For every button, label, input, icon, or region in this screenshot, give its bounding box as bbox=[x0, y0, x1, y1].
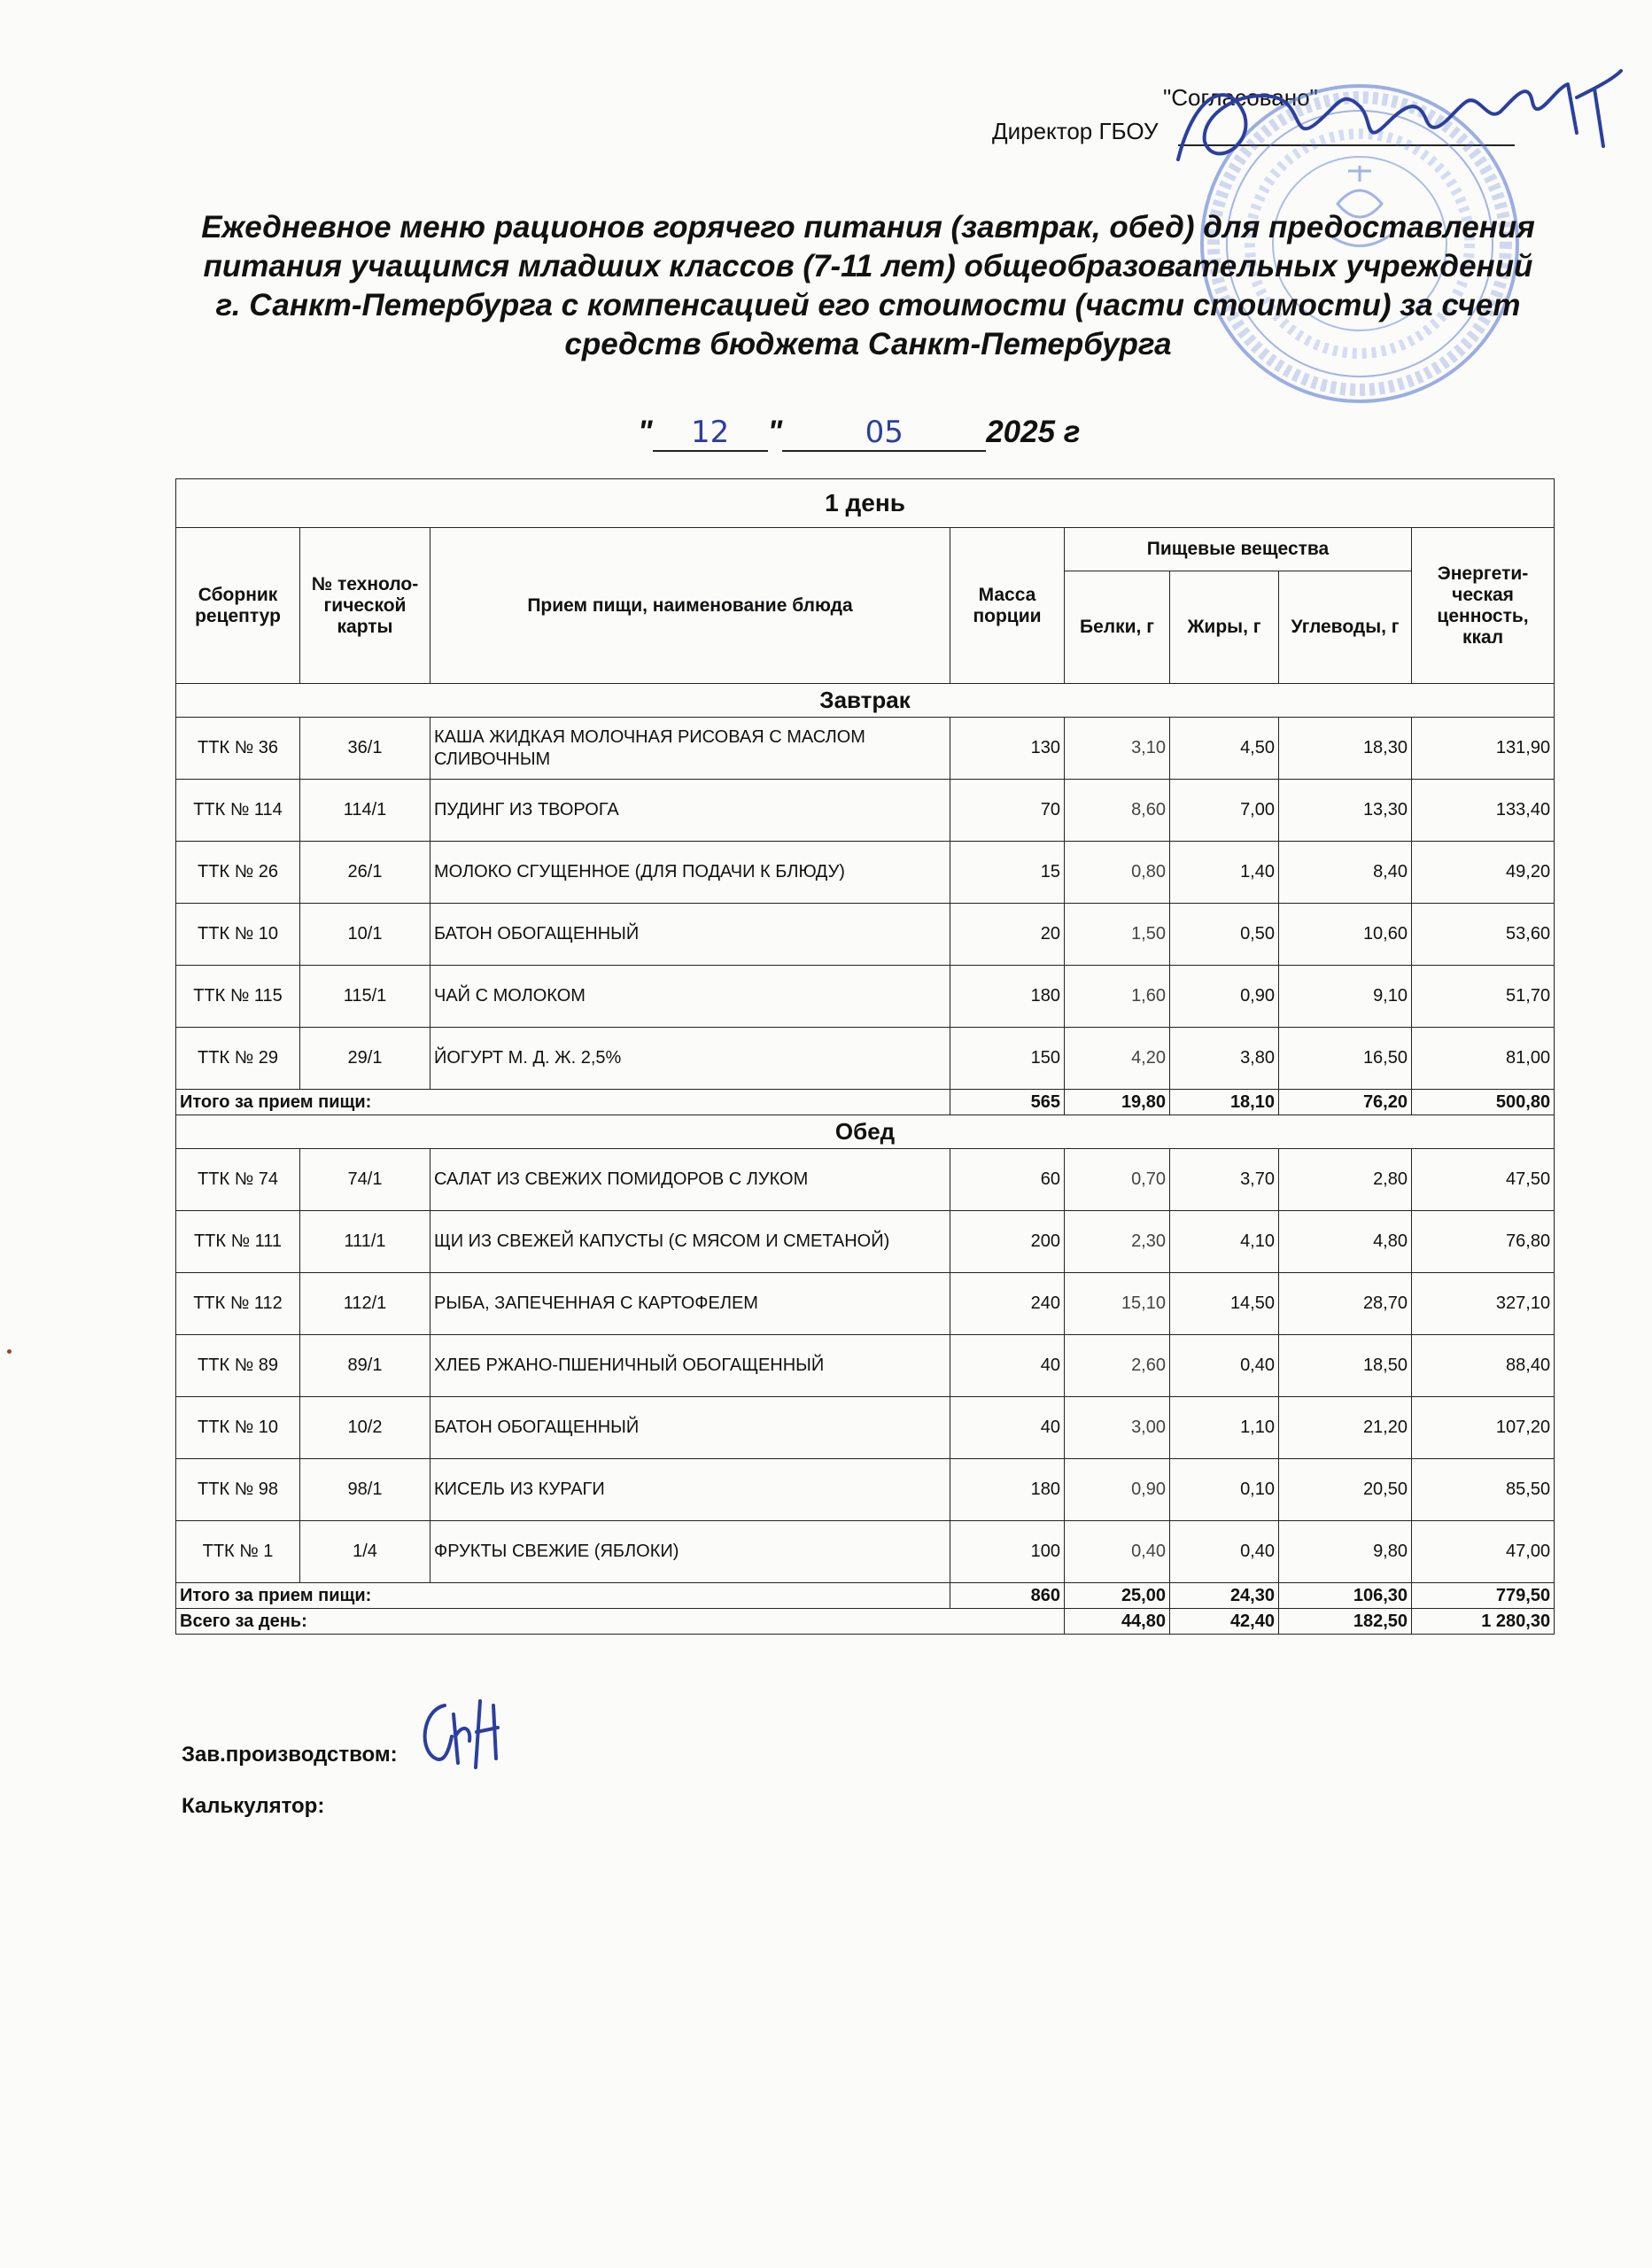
cell-carbs: 10,60 bbox=[1279, 904, 1412, 966]
day-title: 1 день bbox=[176, 479, 1555, 528]
breakfast-title: Завтрак bbox=[176, 684, 1555, 718]
cell-fat: 3,70 bbox=[1170, 1149, 1279, 1211]
title-line-1: Ежедневное меню рационов горячего питания (завтрак, обед) для предоставления bbox=[201, 210, 1535, 245]
cell-fat: 0,10 bbox=[1170, 1459, 1279, 1521]
date-month: 05 bbox=[782, 415, 986, 452]
cell-mass: 100 bbox=[950, 1521, 1065, 1583]
title-line-2: питания учащимся младших классов (7-11 лет) общеобразовательных учреждений bbox=[203, 249, 1533, 284]
cell-fat: 0,90 bbox=[1170, 966, 1279, 1028]
production-manager-signature bbox=[409, 1688, 516, 1776]
cell-energy: 53,60 bbox=[1412, 904, 1555, 966]
table-row bbox=[176, 780, 1555, 842]
total-energy: 779,50 bbox=[1412, 1583, 1555, 1609]
cell-collection: ТТК № 98 bbox=[176, 1459, 300, 1521]
cell-card: 29/1 bbox=[300, 1028, 430, 1090]
lunch-section-row bbox=[176, 1115, 1555, 1149]
cell-energy: 47,50 bbox=[1412, 1149, 1555, 1211]
cell-energy: 133,40 bbox=[1412, 780, 1555, 842]
cell-protein: 15,10 bbox=[1065, 1273, 1170, 1335]
cell-protein: 3,10 bbox=[1065, 718, 1170, 780]
cell-carbs: 16,50 bbox=[1279, 1028, 1412, 1090]
total-mass: 860 bbox=[950, 1583, 1065, 1609]
table-row bbox=[176, 1149, 1555, 1211]
cell-energy: 49,20 bbox=[1412, 842, 1555, 904]
cell-dish: РЫБА, ЗАПЕЧЕННАЯ С КАРТОФЕЛЕМ bbox=[430, 1273, 950, 1335]
cell-fat: 0,40 bbox=[1170, 1335, 1279, 1397]
lunch-title: Обед bbox=[176, 1115, 1555, 1149]
cell-carbs: 4,80 bbox=[1279, 1211, 1412, 1273]
approval-agreed: "Согласовано" bbox=[1163, 84, 1318, 111]
header-card: № техноло-гической карты bbox=[300, 528, 430, 684]
menu-date bbox=[638, 415, 1080, 452]
cell-collection: ТТК № 111 bbox=[176, 1211, 300, 1273]
cell-energy: 107,20 bbox=[1412, 1397, 1555, 1459]
cell-card: 98/1 bbox=[300, 1459, 430, 1521]
cell-protein: 8,60 bbox=[1065, 780, 1170, 842]
cell-dish: БАТОН ОБОГАЩЕННЫЙ bbox=[430, 1397, 950, 1459]
cell-collection: ТТК № 115 bbox=[176, 966, 300, 1028]
cell-mass: 200 bbox=[950, 1211, 1065, 1273]
cell-collection: ТТК № 74 bbox=[176, 1149, 300, 1211]
header-nutrients: Пищевые вещества bbox=[1065, 528, 1412, 571]
cell-protein: 3,00 bbox=[1065, 1397, 1170, 1459]
breakfast-items bbox=[176, 718, 1555, 1090]
cell-card: 114/1 bbox=[300, 780, 430, 842]
table-row bbox=[176, 1211, 1555, 1273]
table-row bbox=[176, 904, 1555, 966]
cell-dish: МОЛОКО СГУЩЕННОЕ (ДЛЯ ПОДАЧИ К БЛЮДУ) bbox=[430, 842, 950, 904]
cell-collection: ТТК № 26 bbox=[176, 842, 300, 904]
title-line-4: средств бюджета Санкт-Петербурга bbox=[564, 327, 1172, 361]
header-carbs: Углеводы, г bbox=[1279, 571, 1412, 684]
day-total-energy: 1 280,30 bbox=[1412, 1609, 1555, 1635]
cell-carbs: 18,50 bbox=[1279, 1335, 1412, 1397]
cell-carbs: 8,40 bbox=[1279, 842, 1412, 904]
cell-protein: 0,70 bbox=[1065, 1149, 1170, 1211]
cell-dish: ФРУКТЫ СВЕЖИЕ (ЯБЛОКИ) bbox=[430, 1521, 950, 1583]
day-title-row bbox=[176, 479, 1555, 528]
cell-card: 89/1 bbox=[300, 1335, 430, 1397]
lunch-items bbox=[176, 1149, 1555, 1583]
cell-energy: 76,80 bbox=[1412, 1211, 1555, 1273]
total-label: Итого за прием пищи: bbox=[176, 1090, 950, 1115]
cell-protein: 4,20 bbox=[1065, 1028, 1170, 1090]
day-total-protein: 44,80 bbox=[1065, 1609, 1170, 1635]
cell-mass: 240 bbox=[950, 1273, 1065, 1335]
cell-card: 111/1 bbox=[300, 1211, 430, 1273]
cell-mass: 150 bbox=[950, 1028, 1065, 1090]
cell-protein: 2,30 bbox=[1065, 1211, 1170, 1273]
cell-fat: 0,40 bbox=[1170, 1521, 1279, 1583]
cell-card: 10/2 bbox=[300, 1397, 430, 1459]
production-manager-label: Зав.производством: bbox=[182, 1743, 398, 1767]
cell-carbs: 13,30 bbox=[1279, 780, 1412, 842]
cell-protein: 1,60 bbox=[1065, 966, 1170, 1028]
cell-card: 26/1 bbox=[300, 842, 430, 904]
cell-energy: 131,90 bbox=[1412, 718, 1555, 780]
cell-fat: 1,40 bbox=[1170, 842, 1279, 904]
cell-dish: ПУДИНГ ИЗ ТВОРОГА bbox=[430, 780, 950, 842]
header-mass: Масса порции bbox=[950, 528, 1065, 684]
lunch-total-row bbox=[176, 1583, 1555, 1609]
cell-fat: 4,10 bbox=[1170, 1211, 1279, 1273]
cell-card: 10/1 bbox=[300, 904, 430, 966]
date-day: 12 bbox=[653, 415, 768, 452]
cell-collection: ТТК № 36 bbox=[176, 718, 300, 780]
day-total-carbs: 182,50 bbox=[1279, 1609, 1412, 1635]
table-row bbox=[176, 1459, 1555, 1521]
total-protein: 25,00 bbox=[1065, 1583, 1170, 1609]
table-row bbox=[176, 718, 1555, 780]
header-collection: Сборник рецептур bbox=[176, 528, 300, 684]
breakfast-total-row bbox=[176, 1090, 1555, 1115]
cell-fat: 4,50 bbox=[1170, 718, 1279, 780]
table-row bbox=[176, 1397, 1555, 1459]
cell-protein: 0,90 bbox=[1065, 1459, 1170, 1521]
cell-protein: 2,60 bbox=[1065, 1335, 1170, 1397]
cell-collection: ТТК № 1 bbox=[176, 1521, 300, 1583]
date-year: 2025 г bbox=[986, 415, 1081, 449]
day-total-fat: 42,40 bbox=[1170, 1609, 1279, 1635]
date-quote-open: " bbox=[638, 415, 653, 449]
table-row bbox=[176, 1028, 1555, 1090]
cell-mass: 180 bbox=[950, 966, 1065, 1028]
cell-card: 115/1 bbox=[300, 966, 430, 1028]
header-row-1 bbox=[176, 528, 1555, 571]
cell-mass: 40 bbox=[950, 1397, 1065, 1459]
cell-mass: 40 bbox=[950, 1335, 1065, 1397]
cell-protein: 0,40 bbox=[1065, 1521, 1170, 1583]
cell-mass: 20 bbox=[950, 904, 1065, 966]
cell-dish: КАША ЖИДКАЯ МОЛОЧНАЯ РИСОВАЯ С МАСЛОМ СЛИВОЧНЫМ bbox=[430, 718, 950, 780]
cell-carbs: 21,20 bbox=[1279, 1397, 1412, 1459]
cell-card: 36/1 bbox=[300, 718, 430, 780]
total-energy: 500,80 bbox=[1412, 1090, 1555, 1115]
cell-dish: КИСЕЛЬ ИЗ КУРАГИ bbox=[430, 1459, 950, 1521]
header-protein: Белки, г bbox=[1065, 571, 1170, 684]
cell-protein: 0,80 bbox=[1065, 842, 1170, 904]
cell-mass: 60 bbox=[950, 1149, 1065, 1211]
stray-mark bbox=[7, 1349, 12, 1354]
header-dish: Прием пищи, наименование блюда bbox=[430, 528, 950, 684]
table-row bbox=[176, 1521, 1555, 1583]
cell-protein: 1,50 bbox=[1065, 904, 1170, 966]
cell-carbs: 2,80 bbox=[1279, 1149, 1412, 1211]
table-row bbox=[176, 1335, 1555, 1397]
total-carbs: 106,30 bbox=[1279, 1583, 1412, 1609]
cell-dish: ЧАЙ С МОЛОКОМ bbox=[430, 966, 950, 1028]
cell-mass: 15 bbox=[950, 842, 1065, 904]
cell-mass: 130 bbox=[950, 718, 1065, 780]
header-fat: Жиры, г bbox=[1170, 571, 1279, 684]
cell-fat: 14,50 bbox=[1170, 1273, 1279, 1335]
calculator-label: Калькулятор: bbox=[182, 1794, 325, 1818]
approval-director: Директор ГБОУ bbox=[992, 118, 1159, 144]
table-row bbox=[176, 842, 1555, 904]
cell-carbs: 9,10 bbox=[1279, 966, 1412, 1028]
day-total-label: Всего за день: bbox=[176, 1609, 1065, 1635]
cell-mass: 70 bbox=[950, 780, 1065, 842]
total-carbs: 76,20 bbox=[1279, 1090, 1412, 1115]
director-signature bbox=[1160, 62, 1639, 195]
cell-card: 112/1 bbox=[300, 1273, 430, 1335]
cell-energy: 47,00 bbox=[1412, 1521, 1555, 1583]
table-row bbox=[176, 966, 1555, 1028]
table-row bbox=[176, 1273, 1555, 1335]
cell-fat: 7,00 bbox=[1170, 780, 1279, 842]
cell-carbs: 20,50 bbox=[1279, 1459, 1412, 1521]
total-label: Итого за прием пищи: bbox=[176, 1583, 950, 1609]
cell-mass: 180 bbox=[950, 1459, 1065, 1521]
cell-collection: ТТК № 114 bbox=[176, 780, 300, 842]
cell-energy: 51,70 bbox=[1412, 966, 1555, 1028]
document-title bbox=[177, 208, 1559, 364]
title-line-3: г. Санкт-Петербурга с компенсацией его стоимости (части стоимости) за счет bbox=[215, 288, 1521, 322]
cell-dish: ХЛЕБ РЖАНО-ПШЕНИЧНЫЙ ОБОГАЩЕННЫЙ bbox=[430, 1335, 950, 1397]
cell-fat: 1,10 bbox=[1170, 1397, 1279, 1459]
cell-carbs: 18,30 bbox=[1279, 718, 1412, 780]
cell-collection: ТТК № 89 bbox=[176, 1335, 300, 1397]
cell-carbs: 28,70 bbox=[1279, 1273, 1412, 1335]
total-fat: 24,30 bbox=[1170, 1583, 1279, 1609]
cell-energy: 81,00 bbox=[1412, 1028, 1555, 1090]
day-total-row bbox=[176, 1609, 1555, 1635]
cell-collection: ТТК № 112 bbox=[176, 1273, 300, 1335]
cell-card: 1/4 bbox=[300, 1521, 430, 1583]
total-protein: 19,80 bbox=[1065, 1090, 1170, 1115]
breakfast-section-row bbox=[176, 684, 1555, 718]
total-fat: 18,10 bbox=[1170, 1090, 1279, 1115]
cell-energy: 88,40 bbox=[1412, 1335, 1555, 1397]
header-energy: Энергети-ческая ценность, ккал bbox=[1412, 528, 1555, 684]
cell-collection: ТТК № 29 bbox=[176, 1028, 300, 1090]
total-mass: 565 bbox=[950, 1090, 1065, 1115]
cell-energy: 85,50 bbox=[1412, 1459, 1555, 1521]
menu-table bbox=[175, 478, 1555, 1635]
cell-collection: ТТК № 10 bbox=[176, 1397, 300, 1459]
cell-dish: БАТОН ОБОГАЩЕННЫЙ bbox=[430, 904, 950, 966]
date-quote-close: " bbox=[767, 415, 783, 449]
cell-dish: ЙОГУРТ М. Д. Ж. 2,5% bbox=[430, 1028, 950, 1090]
cell-fat: 0,50 bbox=[1170, 904, 1279, 966]
cell-card: 74/1 bbox=[300, 1149, 430, 1211]
cell-dish: ЩИ ИЗ СВЕЖЕЙ КАПУСТЫ (С МЯСОМ И СМЕТАНОЙ) bbox=[430, 1211, 950, 1273]
cell-energy: 327,10 bbox=[1412, 1273, 1555, 1335]
cell-collection: ТТК № 10 bbox=[176, 904, 300, 966]
cell-fat: 3,80 bbox=[1170, 1028, 1279, 1090]
cell-dish: САЛАТ ИЗ СВЕЖИХ ПОМИДОРОВ С ЛУКОМ bbox=[430, 1149, 950, 1211]
cell-carbs: 9,80 bbox=[1279, 1521, 1412, 1583]
